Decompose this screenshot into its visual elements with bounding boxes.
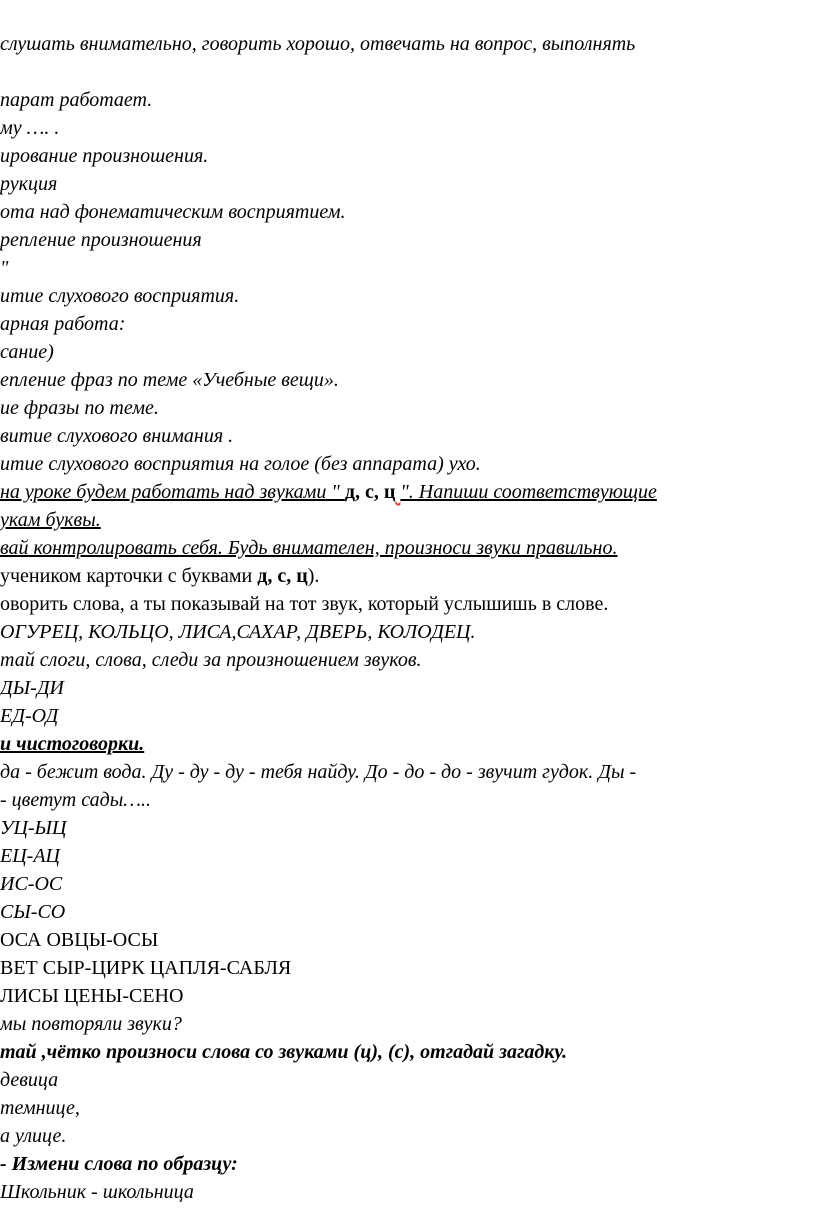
line-lesson-goals: слушать внимательно, говорить хорошо, отвечать на вопрос, выполнять <box>0 33 636 55</box>
line-syllables-uts-yts: УЦ-ЫЦ <box>0 817 67 839</box>
letter-cards-intro: учеником карточки с буквами <box>0 565 258 587</box>
line-syllables-is-os: ИС-ОС <box>0 873 63 895</box>
line-auditory-attention: витие слухового внимания . <box>0 425 234 447</box>
line-words-lisy: ЛИСЫ ЦЕНЫ-СЕНО <box>0 985 184 1007</box>
line-instruction: рукция <box>0 173 58 195</box>
line-word-list: ОГУРЕЦ, КОЛЬЦО, ЛИСА,САХАР, ДВЕРЬ, КОЛОДЕЦ. <box>0 621 476 643</box>
line-apparatus-works: парат работает. <box>0 89 153 111</box>
line-sounds-task <box>0 478 657 506</box>
line-ellipsis: му …. . <box>0 117 60 139</box>
line-change-words-task: - Измени слова по образцу: <box>0 1153 238 1175</box>
line-tongue-twisters-1: да - бежит вода. Ду - ду - ду - тебя найду. До - до - до - звучит гудок. Ды - <box>0 761 637 783</box>
line-phonemic-perception: ота над фонематическим восприятием. <box>0 201 346 223</box>
line-riddle-3: а улице. <box>0 1125 67 1147</box>
line-riddle-1: девица <box>0 1069 59 1091</box>
line-bare-ear-perception: итие слухового восприятия на голое (без аппарата) ухо. <box>0 453 481 475</box>
line-auditory-perception: итие слухового восприятия. <box>0 285 240 307</box>
line-self-control: вай контролировать себя. Будь внимателен, произноси звуки правильно. <box>0 537 618 559</box>
line-theme-phrases: ие фразы по теме. <box>0 397 159 419</box>
line-words-osa: ОСА ОВЦЫ-ОСЫ <box>0 929 159 951</box>
line-letters-for-sounds: укам буквы. <box>0 509 101 531</box>
line-syllables-ets-ats: ЕЦ-АЦ <box>0 845 60 867</box>
letter-cards-end: ). <box>307 565 320 587</box>
line-syllables-sy-so: СЫ-СО <box>0 901 66 923</box>
line-quote-mark: " <box>0 257 9 279</box>
line-pronunciation-consolidation: репление произношения <box>0 229 202 251</box>
line-example-word: Школьник - школьница <box>0 1181 194 1203</box>
line-riddle-2: темнице, <box>0 1097 80 1119</box>
sounds-letters: д, с, ц <box>344 481 396 503</box>
line-pronunciation-correction: ирование произношения. <box>0 145 209 167</box>
line-tongue-twisters-2: - цветут сады….. <box>0 789 152 811</box>
line-vocabulary-work: арная работа: <box>0 313 126 335</box>
line-tongue-twisters-heading: и чистоговорки. <box>0 733 145 755</box>
sounds-task-outro: ". Напиши соответствующие <box>400 481 657 503</box>
line-phrases-theme: епление фраз по теме «Учебные вещи». <box>0 369 339 391</box>
line-syllables-dy-di: ДЫ-ДИ <box>0 677 64 699</box>
line-read-syllables: тай слоги, слова, следи за произношением звуков. <box>0 649 422 671</box>
line-words-svet: ВЕТ СЫР-ЦИРК ЦАПЛЯ-САБЛЯ <box>0 957 292 979</box>
line-syllables-ed-od: ЕД-ОД <box>0 705 59 727</box>
line-letter-cards <box>0 562 319 590</box>
sounds-task-intro: на уроке будем работать над звуками " <box>0 481 345 503</box>
letter-cards-letters: д, с, ц <box>257 565 308 587</box>
line-show-sound: оворить слова, а ты показывай на тот звук, который услышишь в слове. <box>0 593 609 615</box>
line-repeated-sounds: мы повторяли звуки? <box>0 1013 182 1035</box>
line-riddle-task: тай ,чётко произноси слова со звуками (ц), (с), отгадай загадку. <box>0 1041 568 1063</box>
line-writing: сание) <box>0 341 54 363</box>
